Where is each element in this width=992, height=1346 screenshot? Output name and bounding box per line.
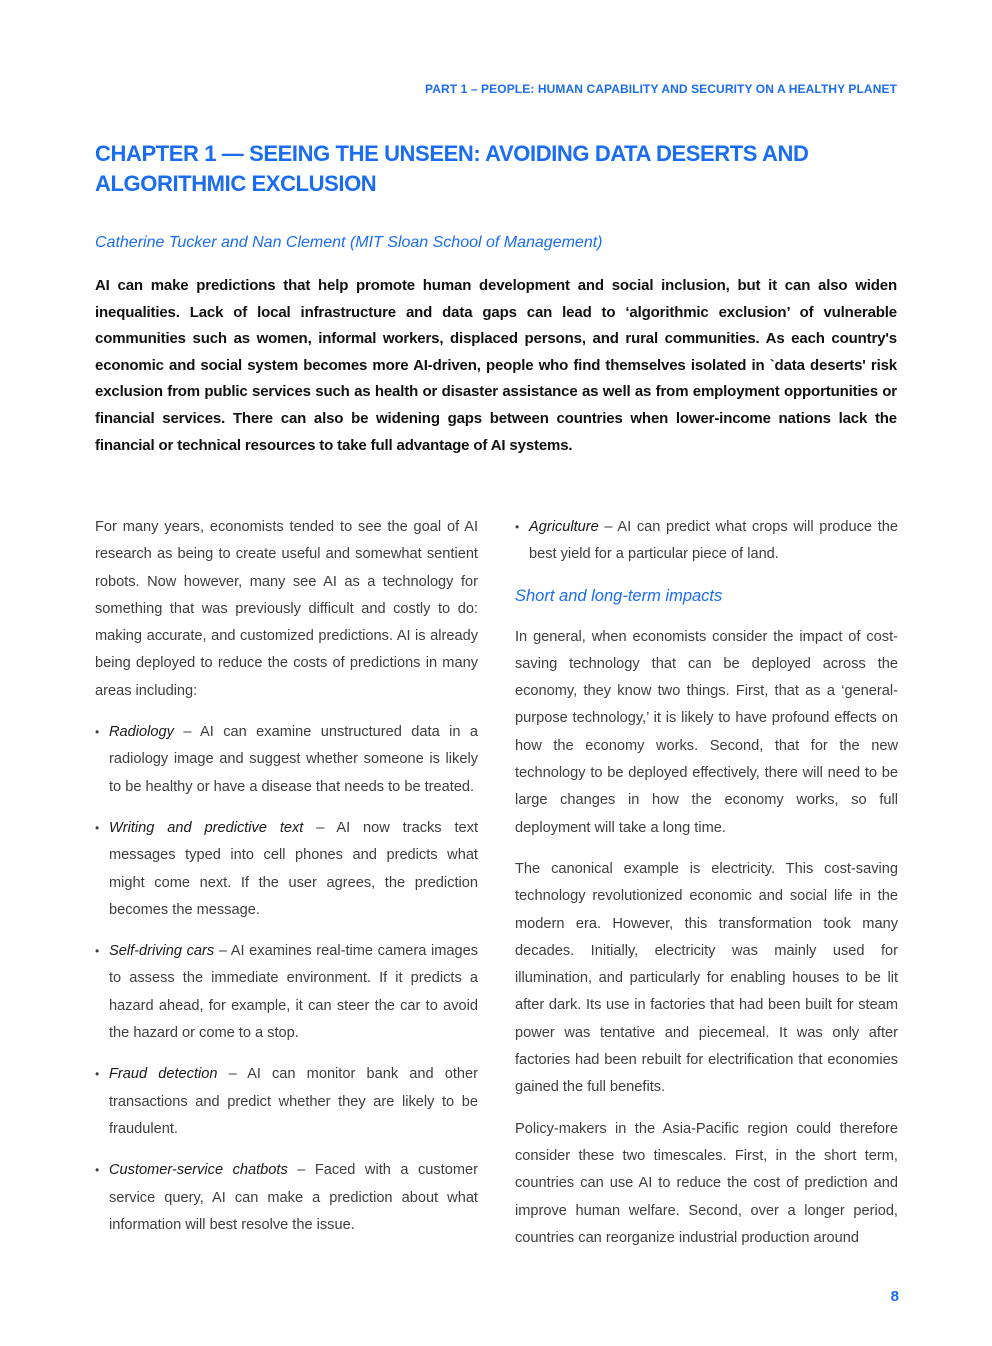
bullet-icon: • — [95, 820, 100, 835]
bullet-icon: • — [515, 520, 520, 534]
list-item-text: – AI can predict what crops will produce the best yield for a particular piece of land. — [529, 519, 898, 563]
list-item-agriculture — [515, 514, 898, 569]
chapter-abstract: AI can make predictions that help promote human development and social inclusion, but it can also widen inequalities. Lack of local infrastructure and data gaps can lead to ‘algorithmic exclusion’ of vulnerable communities such as women, informal workers, displaced persons, and rural communities. As each country's economic and social system becomes more AI-driven, people who find themselves isolated in `data deserts' risk exclusion from public services such as health or disaster assistance as well as from employment opportunities or financial services. There can also be widening gaps between countries when lower-income nations lack the financial or technical resources to take full advantage of AI systems. — [95, 277, 897, 454]
list-item-text: – AI can examine unstructured data in a radiology image and suggest whether someone is likely to be healthy or have a disease that needs to be treated. — [109, 724, 478, 795]
bullet-icon: • — [95, 725, 100, 740]
list-item-term: Radiology — [109, 724, 174, 741]
running-header: PART 1 – PEOPLE: HUMAN CAPABILITY AND SECURITY ON A HEALTHY PLANET — [425, 82, 897, 96]
list-item-text: – Faced with a customer service query, AI can make a prediction about what information will best resolve the issue. — [109, 1162, 478, 1233]
bullet-icon: • — [95, 944, 100, 959]
body-paragraph: In general, when economists consider the impact of cost-saving technology that can be deployed across the economy, they know two things. First, that as a ‘general-purpose technology,’ it is likely to have profound effects on how the economy works. Second, that for the new technology to be deployed effectively, there will need to be large changes in how the economy works, so full deployment will take a long time. — [515, 628, 898, 836]
list-item-text: – AI can monitor bank and other transactions and predict whether they are likely to be fraudulent. — [109, 1066, 478, 1137]
bullet-icon: • — [95, 1163, 100, 1178]
body-paragraph: The canonical example is electricity. This cost-saving technology revolutionized economic and social life in the modern era. However, this transformation took many decades. Initially, electricity was mainly used for illumination, and particularly for enabling houses to be lit after dark. Its use in factories that had been built for steam power was tentative and piecemeal. It was only after factories had been rebuilt for electrification that economies gained the full benefits. — [515, 860, 898, 1096]
list-item-term: Self-driving cars — [109, 943, 215, 960]
list-item-fraud-detection — [95, 1061, 478, 1143]
list-item-term: Writing and predictive text — [109, 819, 304, 836]
chapter-title: CHAPTER 1 — SEEING THE UNSEEN: AVOIDING DATA DESERTS AND ALGORITHMIC EXCLUSION — [95, 141, 809, 196]
list-item-text: – AI now tracks text messages typed into cell phones and predicts what might come next. If the user agrees, the prediction becomes the message. — [109, 819, 478, 918]
bullet-icon: • — [95, 1067, 100, 1082]
list-item-predictive-text — [95, 815, 478, 924]
chapter-authors: Catherine Tucker and Nan Clement (MIT Sloan School of Management) — [95, 234, 603, 251]
right-column — [515, 514, 898, 1266]
list-item-radiology — [95, 719, 478, 801]
body-paragraph: Policy-makers in the Asia-Pacific region could therefore consider these two timescales. First, in the short term, countries can use AI to reduce the cost of prediction and improve human welfare. Second, over a longer period, countries can reorganize industrial production around — [515, 1120, 898, 1246]
page-number: 8 — [890, 1288, 899, 1305]
prediction-examples-list — [95, 719, 478, 1239]
list-item-chatbots — [95, 1157, 478, 1239]
list-item-text: – AI examines real-time camera images to assess the immediate environment. If it predicts a hazard ahead, for example, it can steer the car to avoid the hazard or come to a stop. — [109, 943, 479, 1042]
list-item-term: Fraud detection — [109, 1066, 218, 1083]
prediction-examples-list-continued — [515, 514, 898, 569]
section-subheading: Short and long-term impacts — [515, 586, 723, 605]
intro-paragraph: For many years, economists tended to see the goal of AI research as being to create useful and somewhat sentient robots. Now however, many see AI as a technology for something that was previously difficult and costly to do: making accurate, and customized predictions. AI is already being deployed to reduce the costs of predictions in many areas including: — [95, 519, 478, 699]
left-column — [95, 514, 478, 1253]
list-item-term: Customer-service chatbots — [109, 1162, 288, 1179]
list-item-self-driving-cars — [95, 938, 478, 1047]
list-item-term: Agriculture — [529, 519, 599, 535]
